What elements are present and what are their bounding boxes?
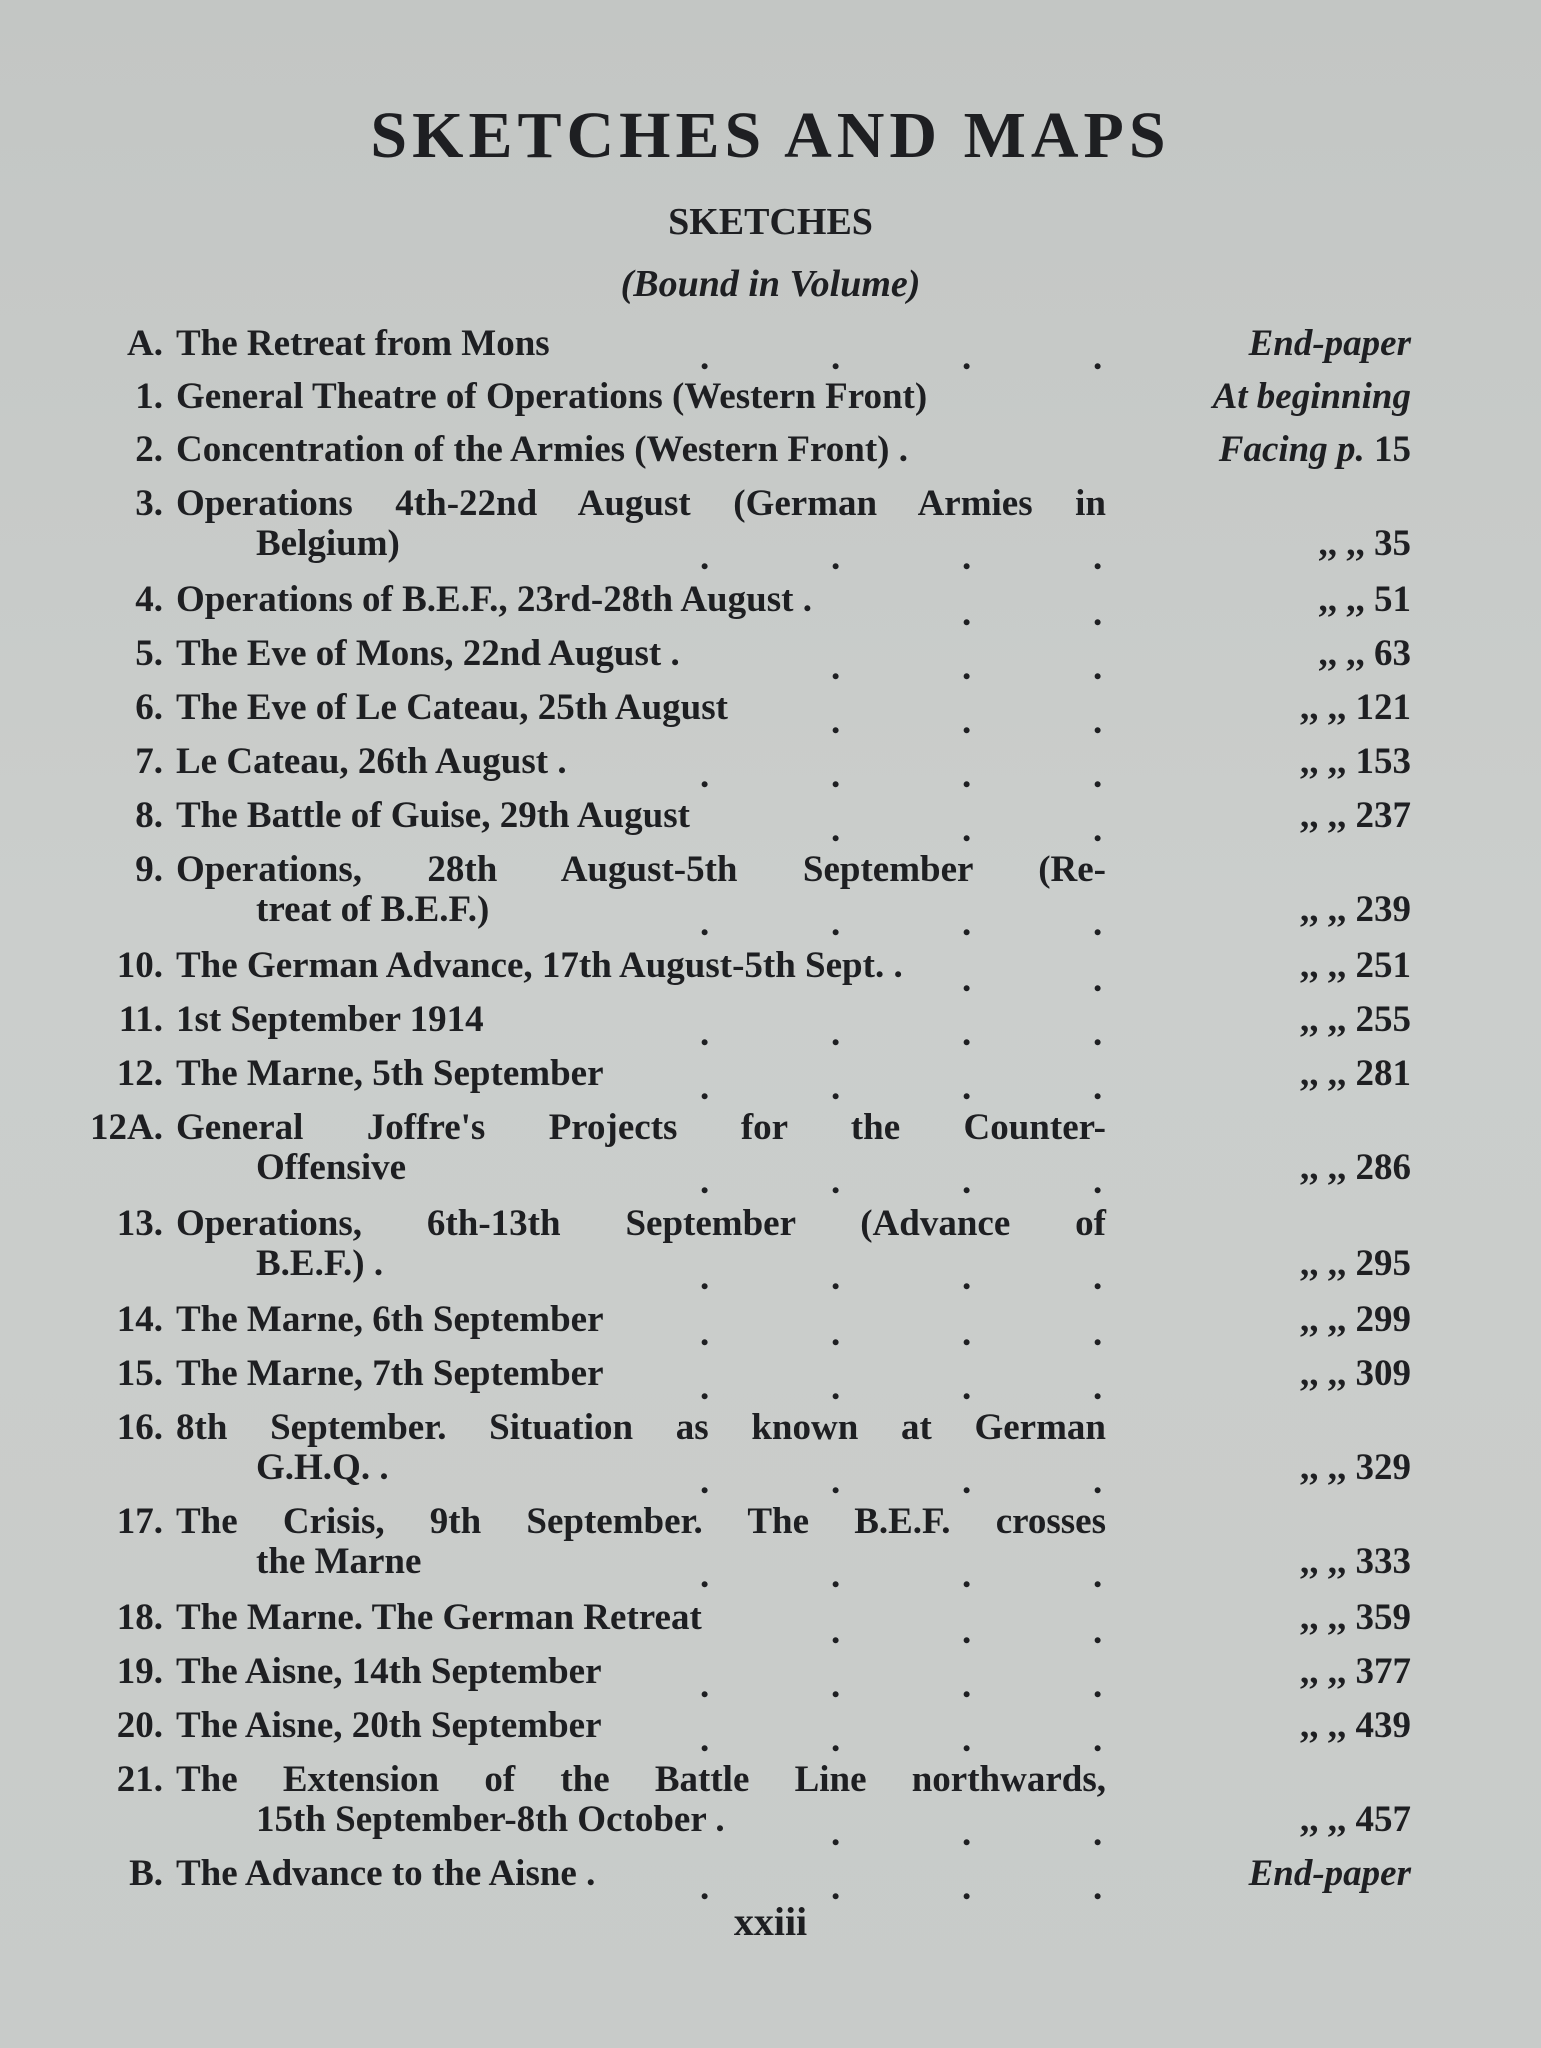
leader-dot: .: [962, 1555, 972, 1596]
leader-dot: .: [1093, 1367, 1103, 1408]
leader-dot: .: [962, 1867, 972, 1908]
entry-title: The Retreat from Mons: [176, 323, 550, 364]
leader-dot: .: [831, 1161, 841, 1202]
leader-dot: .: [1093, 809, 1103, 850]
leader-dot: .: [700, 755, 710, 796]
leader-dot: .: [831, 1813, 841, 1854]
entry-row: [0, 1852, 1541, 1908]
leader-dot: .: [962, 1367, 972, 1408]
entry-reference: ,, ,, 153: [1300, 741, 1411, 782]
leader-dot: .: [700, 1013, 710, 1054]
entry-title-continued: Belgium): [256, 523, 400, 564]
section-heading: SKETCHES: [668, 201, 873, 243]
leader-dot: .: [962, 593, 972, 634]
entry-number: 2.: [135, 429, 163, 470]
leader-dot: .: [962, 537, 972, 578]
entry-number: 6.: [135, 687, 163, 728]
entry-title-continued: G.H.Q. .: [256, 1447, 389, 1488]
entry-row: [0, 1596, 1541, 1652]
leader-dot: .: [962, 1067, 972, 1108]
leader-dot: .: [1093, 1161, 1103, 1202]
entry-number: 4.: [135, 579, 163, 620]
leader-dot: .: [700, 1719, 710, 1760]
entry-title-continued: 15th September-8th October .: [256, 1799, 725, 1840]
entry-reference: Facing p. 15: [1218, 429, 1411, 470]
leader-dot: .: [700, 1313, 710, 1354]
leader-dot: .: [962, 647, 972, 688]
entry-title: Operations of B.E.F., 23rd-28th August .: [176, 579, 812, 620]
entry-row: [0, 428, 1541, 478]
entry-title: Concentration of the Armies (Western Front) .: [176, 429, 908, 470]
leader-dot: .: [1093, 337, 1103, 378]
entry-title: General Theatre of Operations (Western Front): [176, 376, 928, 417]
leader-dot: .: [831, 1067, 841, 1108]
entry-number: 15.: [116, 1353, 163, 1394]
entry-title-continued: Offensive: [256, 1147, 407, 1188]
leader-dot: .: [1093, 1813, 1103, 1854]
entry-row: [0, 944, 1541, 1000]
leader-dot: .: [962, 1665, 972, 1706]
entry-row: [0, 1406, 1541, 1456]
entry-number: 21.: [116, 1759, 163, 1800]
entry-number: B.: [129, 1853, 163, 1894]
leader-dot: .: [962, 1013, 972, 1054]
leader-dot: .: [831, 1611, 841, 1652]
entry-title: The Aisne, 20th September: [176, 1705, 602, 1746]
entry-reference: ,, ,, 457: [1300, 1799, 1411, 1840]
page-title: SKETCHES AND MAPS: [370, 99, 1171, 172]
entry-row: [0, 686, 1541, 742]
leader-dot: .: [700, 1161, 710, 1202]
leader-dot: .: [700, 1555, 710, 1596]
entry-row: [0, 375, 1541, 425]
leader-dot: .: [1093, 647, 1103, 688]
leader-dot: .: [1093, 903, 1103, 944]
entry-reference: ,, ,, 121: [1300, 687, 1411, 728]
leader-dot: .: [962, 1461, 972, 1502]
leader-dot: .: [962, 809, 972, 850]
entry-title: 1st September 1914: [176, 999, 484, 1040]
entry-row: [0, 1704, 1541, 1760]
entry-number: 12.: [116, 1053, 163, 1094]
entry-reference: ,, ,, 439: [1300, 1705, 1411, 1746]
entry-reference: ,, ,, 237: [1300, 795, 1411, 836]
entry-row: [0, 740, 1541, 796]
entry-number: 19.: [116, 1651, 163, 1692]
entry-title: The Extension of the Battle Line northwards,: [176, 1759, 1106, 1800]
entry-reference: ,, ,, 51: [1318, 579, 1411, 620]
entry-reference: At beginning: [1212, 376, 1411, 417]
leader-dot: .: [831, 903, 841, 944]
entry-row: [0, 848, 1541, 898]
leader-dot: .: [962, 1313, 972, 1354]
entry-reference: ,, ,, 309: [1300, 1353, 1411, 1394]
leader-dot: .: [700, 537, 710, 578]
entry-row: [0, 998, 1541, 1054]
entry-reference: ,, ,, 286: [1300, 1147, 1411, 1188]
leader-dot: .: [1093, 537, 1103, 578]
leader-dot: .: [962, 1611, 972, 1652]
leader-dot: .: [700, 1067, 710, 1108]
leader-dot: .: [831, 809, 841, 850]
leader-dot: .: [962, 1161, 972, 1202]
entry-row: [0, 1052, 1541, 1108]
entry-row: [0, 1298, 1541, 1354]
leader-dot: .: [962, 755, 972, 796]
entry-title: The Marne, 6th September: [176, 1299, 604, 1340]
entry-row: [0, 632, 1541, 688]
leader-dot: .: [962, 1813, 972, 1854]
entry-reference: End-paper: [1248, 323, 1411, 364]
entry-title: The Marne. The German Retreat: [176, 1597, 702, 1638]
entry-row: [0, 1650, 1541, 1706]
entry-number: 7.: [135, 741, 163, 782]
entry-number: 3.: [135, 483, 163, 524]
leader-dot: .: [831, 701, 841, 742]
entry-reference: ,, ,, 35: [1318, 523, 1411, 564]
leader-dot: .: [962, 1257, 972, 1298]
leader-dot: .: [962, 701, 972, 742]
entry-number: 12A.: [90, 1107, 163, 1148]
entry-title: The Marne, 5th September: [176, 1053, 604, 1094]
entry-title: The Eve of Mons, 22nd August .: [176, 633, 680, 674]
leader-dot: .: [831, 1367, 841, 1408]
entry-number: 1.: [135, 376, 163, 417]
leader-dots: [0, 578, 1541, 634]
entry-number: 10.: [116, 945, 163, 986]
entry-title: 8th September. Situation as known at German: [176, 1407, 1106, 1448]
entry-reference: ,, ,, 63: [1318, 633, 1411, 674]
leader-dot: .: [1093, 701, 1103, 742]
entry-reference: ,, ,, 329: [1300, 1447, 1411, 1488]
leader-dot: .: [1093, 1665, 1103, 1706]
leader-dot: .: [831, 1719, 841, 1760]
leader-dot: .: [700, 903, 710, 944]
leader-dot: .: [700, 337, 710, 378]
entry-number: A.: [127, 323, 163, 364]
entry-number: 9.: [135, 849, 163, 890]
entry-reference: ,, ,, 239: [1300, 889, 1411, 930]
leader-dot: .: [700, 1867, 710, 1908]
entry-title: Le Cateau, 26th August .: [176, 741, 567, 782]
leader-dot: .: [1093, 593, 1103, 634]
page-number: xxiii: [733, 1899, 808, 1944]
entry-number: 8.: [135, 795, 163, 836]
entry-reference: ,, ,, 333: [1300, 1541, 1411, 1582]
entry-number: 16.: [116, 1407, 163, 1448]
entry-reference: ,, ,, 299: [1300, 1299, 1411, 1340]
leader-dot: .: [1093, 959, 1103, 1000]
leader-dot: .: [700, 1665, 710, 1706]
entry-title: Operations, 6th-13th September (Advance of: [176, 1203, 1106, 1244]
entry-title: Operations 4th-22nd August (German Armies in: [176, 483, 1106, 524]
leader-dot: .: [831, 755, 841, 796]
leader-dot: .: [831, 1257, 841, 1298]
entry-title: The Eve of Le Cateau, 25th August: [176, 687, 728, 728]
entry-row: [0, 1758, 1541, 1808]
leader-dot: .: [962, 337, 972, 378]
leader-dot: .: [700, 1257, 710, 1298]
leader-dot: .: [1093, 1555, 1103, 1596]
entry-reference: ,, ,, 281: [1300, 1053, 1411, 1094]
leader-dot: .: [1093, 1013, 1103, 1054]
entry-reference: ,, ,, 255: [1300, 999, 1411, 1040]
entry-title: The Aisne, 14th September: [176, 1651, 602, 1692]
entry-row: [0, 1106, 1541, 1156]
entry-reference: End-paper: [1248, 1853, 1411, 1894]
entry-reference: ,, ,, 359: [1300, 1597, 1411, 1638]
entry-title: The Battle of Guise, 29th August: [176, 795, 690, 836]
leader-dot: .: [700, 1367, 710, 1408]
leader-dot: .: [1093, 1067, 1103, 1108]
entry-row: [0, 578, 1541, 634]
entry-number: 18.: [116, 1597, 163, 1638]
leader-dot: .: [831, 537, 841, 578]
entry-title: The Advance to the Aisne .: [176, 1853, 596, 1894]
leader-dot: .: [962, 959, 972, 1000]
entry-row: [0, 794, 1541, 850]
leader-dot: .: [831, 1555, 841, 1596]
entry-title-continued: B.E.F.) .: [256, 1243, 384, 1284]
entry-row: [0, 482, 1541, 532]
leader-dot: .: [1093, 1257, 1103, 1298]
entry-row: [0, 1500, 1541, 1550]
leader-dot: .: [831, 1013, 841, 1054]
leader-dot: .: [1093, 1719, 1103, 1760]
leader-dot: .: [831, 647, 841, 688]
leader-dot: .: [1093, 1611, 1103, 1652]
entry-title: General Joffre's Projects for the Counter-: [176, 1107, 1106, 1148]
leader-dot: .: [831, 1313, 841, 1354]
entry-title: The German Advance, 17th August-5th Sept. .: [176, 945, 903, 986]
entry-number: 11.: [118, 999, 163, 1040]
entry-title: The Crisis, 9th September. The B.E.F. crosses: [176, 1501, 1106, 1542]
entry-number: 13.: [116, 1203, 163, 1244]
entry-title: Operations, 28th August-5th September (Re-: [176, 849, 1106, 890]
leader-dot: .: [1093, 755, 1103, 796]
entry-row: [0, 1202, 1541, 1252]
entry-title-continued: the Marne: [256, 1541, 422, 1582]
leader-dot: .: [962, 903, 972, 944]
leader-dot: .: [1093, 1867, 1103, 1908]
entry-reference: ,, ,, 295: [1300, 1243, 1411, 1284]
leader-dot: .: [831, 1665, 841, 1706]
leader-dot: .: [962, 1719, 972, 1760]
entry-number: 14.: [116, 1299, 163, 1340]
leader-dot: .: [700, 1461, 710, 1502]
entry-row: [0, 322, 1541, 378]
entry-reference: ,, ,, 251: [1300, 945, 1411, 986]
leader-dot: .: [831, 1867, 841, 1908]
leader-dot: .: [1093, 1313, 1103, 1354]
leader-dot: .: [1093, 1461, 1103, 1502]
leader-dot: .: [831, 337, 841, 378]
entry-reference: ,, ,, 377: [1300, 1651, 1411, 1692]
section-note: (Bound in Volume): [620, 263, 921, 305]
entry-row: [0, 1352, 1541, 1408]
entry-title: The Marne, 7th September: [176, 1353, 604, 1394]
leader-dot: .: [831, 1461, 841, 1502]
leader-dots: [0, 632, 1541, 688]
entry-number: 17.: [116, 1501, 163, 1542]
entry-number: 20.: [116, 1705, 163, 1746]
entry-number: 5.: [135, 633, 163, 674]
entry-title-continued: treat of B.E.F.): [256, 889, 490, 930]
